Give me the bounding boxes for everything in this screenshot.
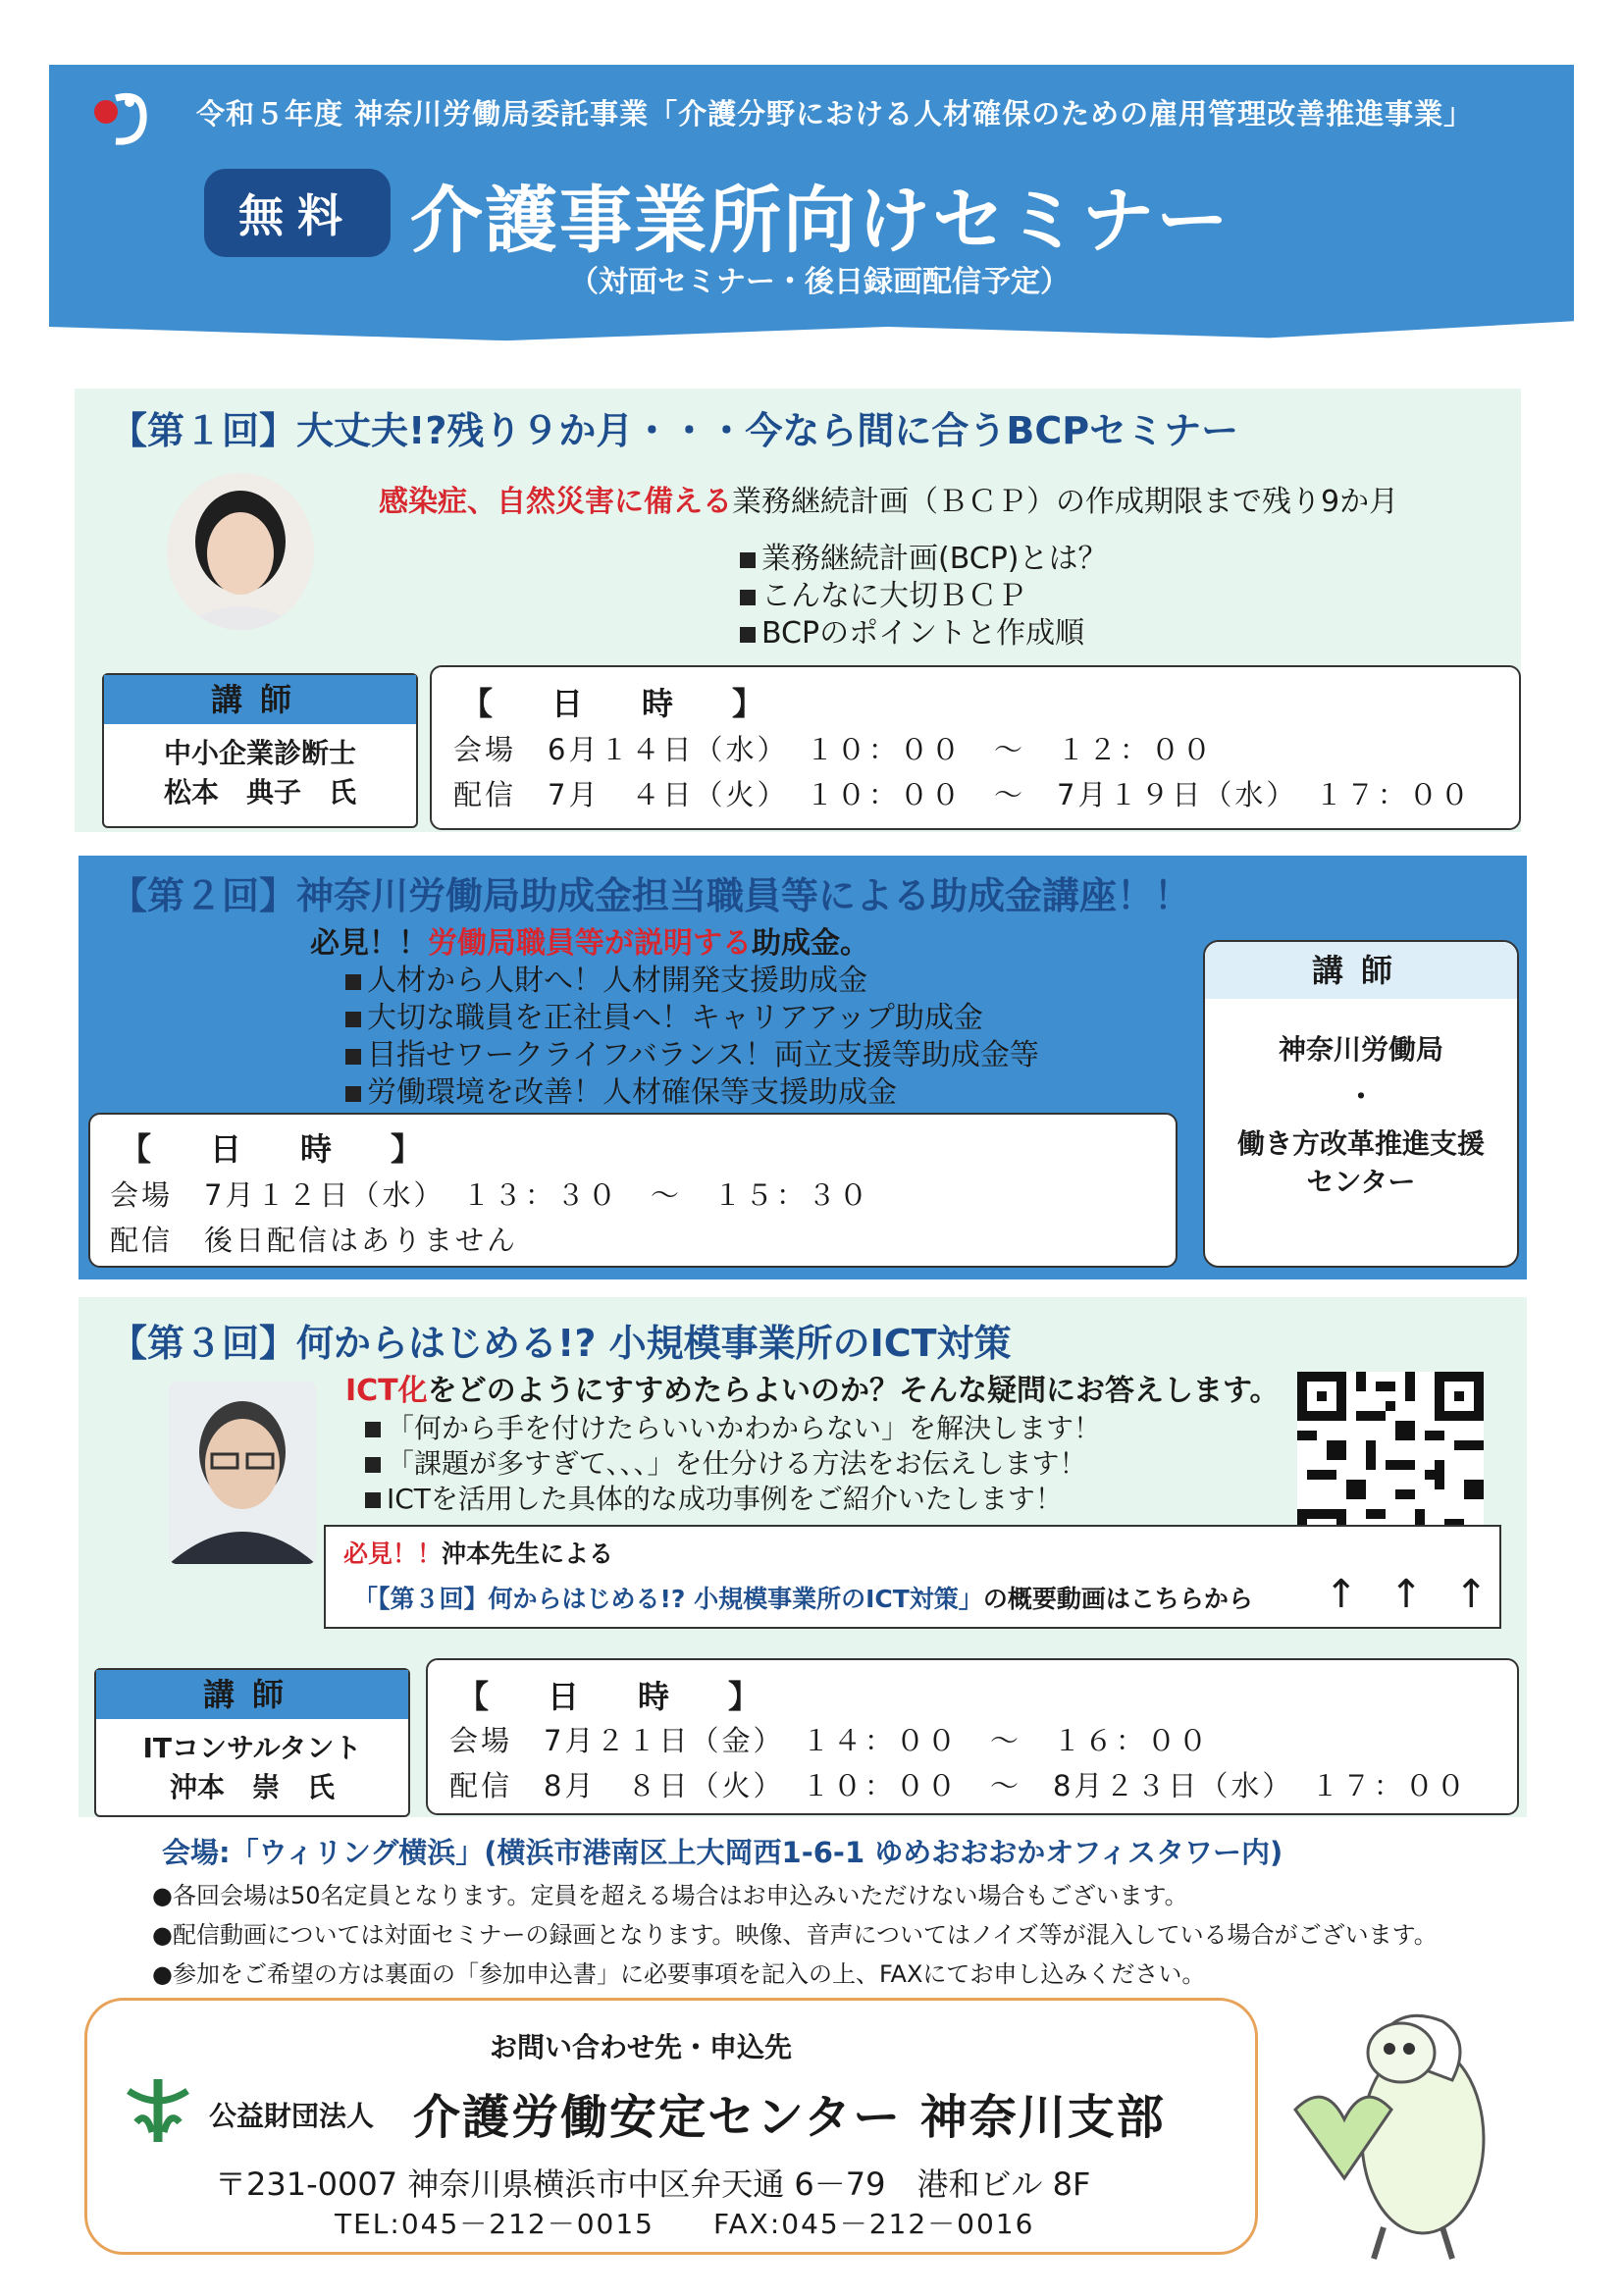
square-bullet-icon: [365, 1457, 381, 1473]
main-title: 介護事業所向けセミナー: [410, 179, 1230, 263]
date-stream-line: 配信 8月 ８日（火） １０：００ ～ 8月２３日（水） １７：００: [449, 1769, 1468, 1802]
organization-logo-icon: [119, 2071, 197, 2150]
square-bullet-icon: [345, 974, 361, 990]
session-2-date-box: [88, 1113, 1178, 1268]
session-3-title: 【第３回】何からはじめる!? 小規模事業所のICT対策: [110, 1322, 1012, 1365]
session-3-date-box: [426, 1658, 1519, 1815]
date-venue-line: 会場 6月１４日（水） １０：００ ～ １２：００: [453, 733, 1214, 766]
lecturer-org-2b: センター: [1306, 1166, 1416, 1198]
session-1-lead: [379, 477, 1398, 520]
session-2-bullet: 大切な職員を正社員へ！キャリアアップ助成金: [345, 993, 983, 1036]
lecturer-title: 中小企業診断士: [163, 737, 356, 769]
date-heading: 【 日 時 】: [120, 1130, 437, 1168]
lecturer-separator: ・: [1346, 1080, 1375, 1113]
square-bullet-icon: [345, 1049, 361, 1065]
note-item: ●配信動画については対面セミナーの録画となります。映像、音声についてはノイズ等が混入している場合がございます。: [152, 1921, 1438, 1949]
session-2-bullet: 労働環境を改善！人材確保等支援助成金: [345, 1068, 897, 1111]
square-bullet-icon: [345, 1086, 361, 1102]
session-3-bullet: 「何から手を付けたらいいかわからない」を解決します！: [365, 1407, 1101, 1446]
session-1-title: 【第１回】大丈夫!?残り９か月・・・今なら間に合うBCPセミナー: [110, 409, 1239, 452]
session-1-bullet: 業務継続計画(BCP)とは？: [740, 534, 1108, 577]
lecturer-heading: 講師: [96, 1670, 408, 1719]
lecturer-heading: 講師: [104, 675, 416, 724]
org-name: 介護労働安定センター 神奈川支部: [413, 2090, 1166, 2145]
lecturer-title: ITコンサルタント: [142, 1732, 362, 1764]
contact-address: 〒231-0007 神奈川県横浜市中区弁天通 6－79 港和ビル 8F: [215, 2166, 1091, 2203]
session-3-lecturer-box: [94, 1668, 410, 1817]
video-promo-text: 「【第３回】何からはじめる!? 小規模事業所のICT対策」の概要動画はこちらから: [353, 1585, 1253, 1613]
date-heading: 【 日 時 】: [461, 685, 778, 722]
session-1-bullet: BCPのポイントと作成順: [740, 608, 1084, 652]
lecturer-heading: 講師: [1205, 942, 1517, 999]
lecturer-org-2: 働き方改革推進支援: [1236, 1127, 1485, 1160]
lecturer-1-photo: [167, 473, 314, 630]
session-1-lead-red: 感染症、自然災害に備える: [379, 485, 732, 519]
contact-phone-fax: TEL:045－212－0015 FAX:045－212－0016: [335, 2208, 1035, 2240]
date-heading: 【 日 時 】: [457, 1678, 774, 1715]
date-venue-line: 会場 7月２１日（金） １４：００ ～ １６：００: [449, 1724, 1210, 1757]
contact-heading: お問い合わせ先・申込先: [490, 2031, 793, 2063]
lecturer-org: 神奈川労働局: [1278, 1033, 1443, 1066]
square-bullet-icon: [740, 590, 756, 605]
note-item: ●各回会場は50名定員となります。定員を超える場合はお申込みいただけない場合もございます。: [152, 1882, 1188, 1909]
video-promo-lead: 必見！！沖本先生による: [343, 1539, 614, 1568]
ministry-logo-icon: [86, 90, 165, 145]
square-bullet-icon: [365, 1422, 381, 1437]
date-stream-line: 配信 後日配信はありません: [110, 1224, 519, 1257]
pre-title: 令和５年度 神奈川労働局委託事業「介護分野における人材確保のための雇用管理改善推進事業」: [196, 97, 1474, 130]
session-1-lecturer-box: [102, 673, 418, 828]
session-2-bullet: 目指せワークライフバランス！両立支援等助成金等: [345, 1030, 1039, 1073]
video-promo-box: [324, 1525, 1501, 1629]
sub-title: （対面セミナー・後日録画配信予定）: [569, 265, 1070, 299]
note-item: ●参加をご希望の方は裏面の「参加申込書」に必要事項を記入の上、FAXにてお申し込みください。: [152, 1960, 1206, 1988]
session-2-bullet: 人材から人財へ！人材開発支援助成金: [345, 956, 867, 999]
square-bullet-icon: [365, 1492, 381, 1508]
venue-info: 会場:「ウィリング横浜」(横浜市港南区上大岡西1-6-1 ゆめおおおかオフィスタワー内): [162, 1836, 1283, 1869]
session-1-date-box: [430, 665, 1521, 830]
session-2-title: 【第２回】神奈川労働局助成金担当職員等による助成金講座！！: [110, 874, 1192, 917]
session-3-lead: ICT化をどのようにすすめたらよいのか？そんな疑問にお答えします。: [345, 1374, 1280, 1408]
lecturer-name: 沖本 崇 氏: [169, 1771, 335, 1803]
lecturer-3-photo: [169, 1382, 316, 1564]
session-3-bullet: ICTを活用した具体的な成功事例をご紹介いたします！: [365, 1478, 1063, 1517]
session-2-lead: 必見！！労働局職員等が説明する助成金。: [310, 926, 869, 961]
session-1-lead-rest: 業務継続計画（ＢＣＰ）の作成期限まで残り9か月: [732, 485, 1399, 519]
arrow-up-icon: ↑ ↑ ↑: [1325, 1572, 1497, 1617]
free-badge: 無料: [204, 169, 391, 257]
session-1-bullet: こんなに大切ＢＣＰ: [740, 571, 1026, 614]
square-bullet-icon: [740, 627, 756, 643]
square-bullet-icon: [740, 552, 756, 568]
date-stream-line: 配信 7月 ４日（火） １０：００ ～ 7月１９日（水） １７：００: [453, 778, 1472, 811]
date-venue-line: 会場 7月１２日（水） １３：３０ ～ １５：３０: [110, 1178, 870, 1212]
contact-box: [84, 1998, 1258, 2255]
square-bullet-icon: [345, 1012, 361, 1027]
turtle-mascot-icon: [1276, 1982, 1492, 2267]
lecturer-name: 松本 典子 氏: [163, 776, 356, 809]
org-prefix: 公益財団法人: [209, 2100, 375, 2132]
session-2-lecturer-box: [1203, 940, 1519, 1268]
session-3-bullet: 「課題が多すぎて、、、」を仕分ける方法をお伝えします！: [365, 1442, 1086, 1482]
